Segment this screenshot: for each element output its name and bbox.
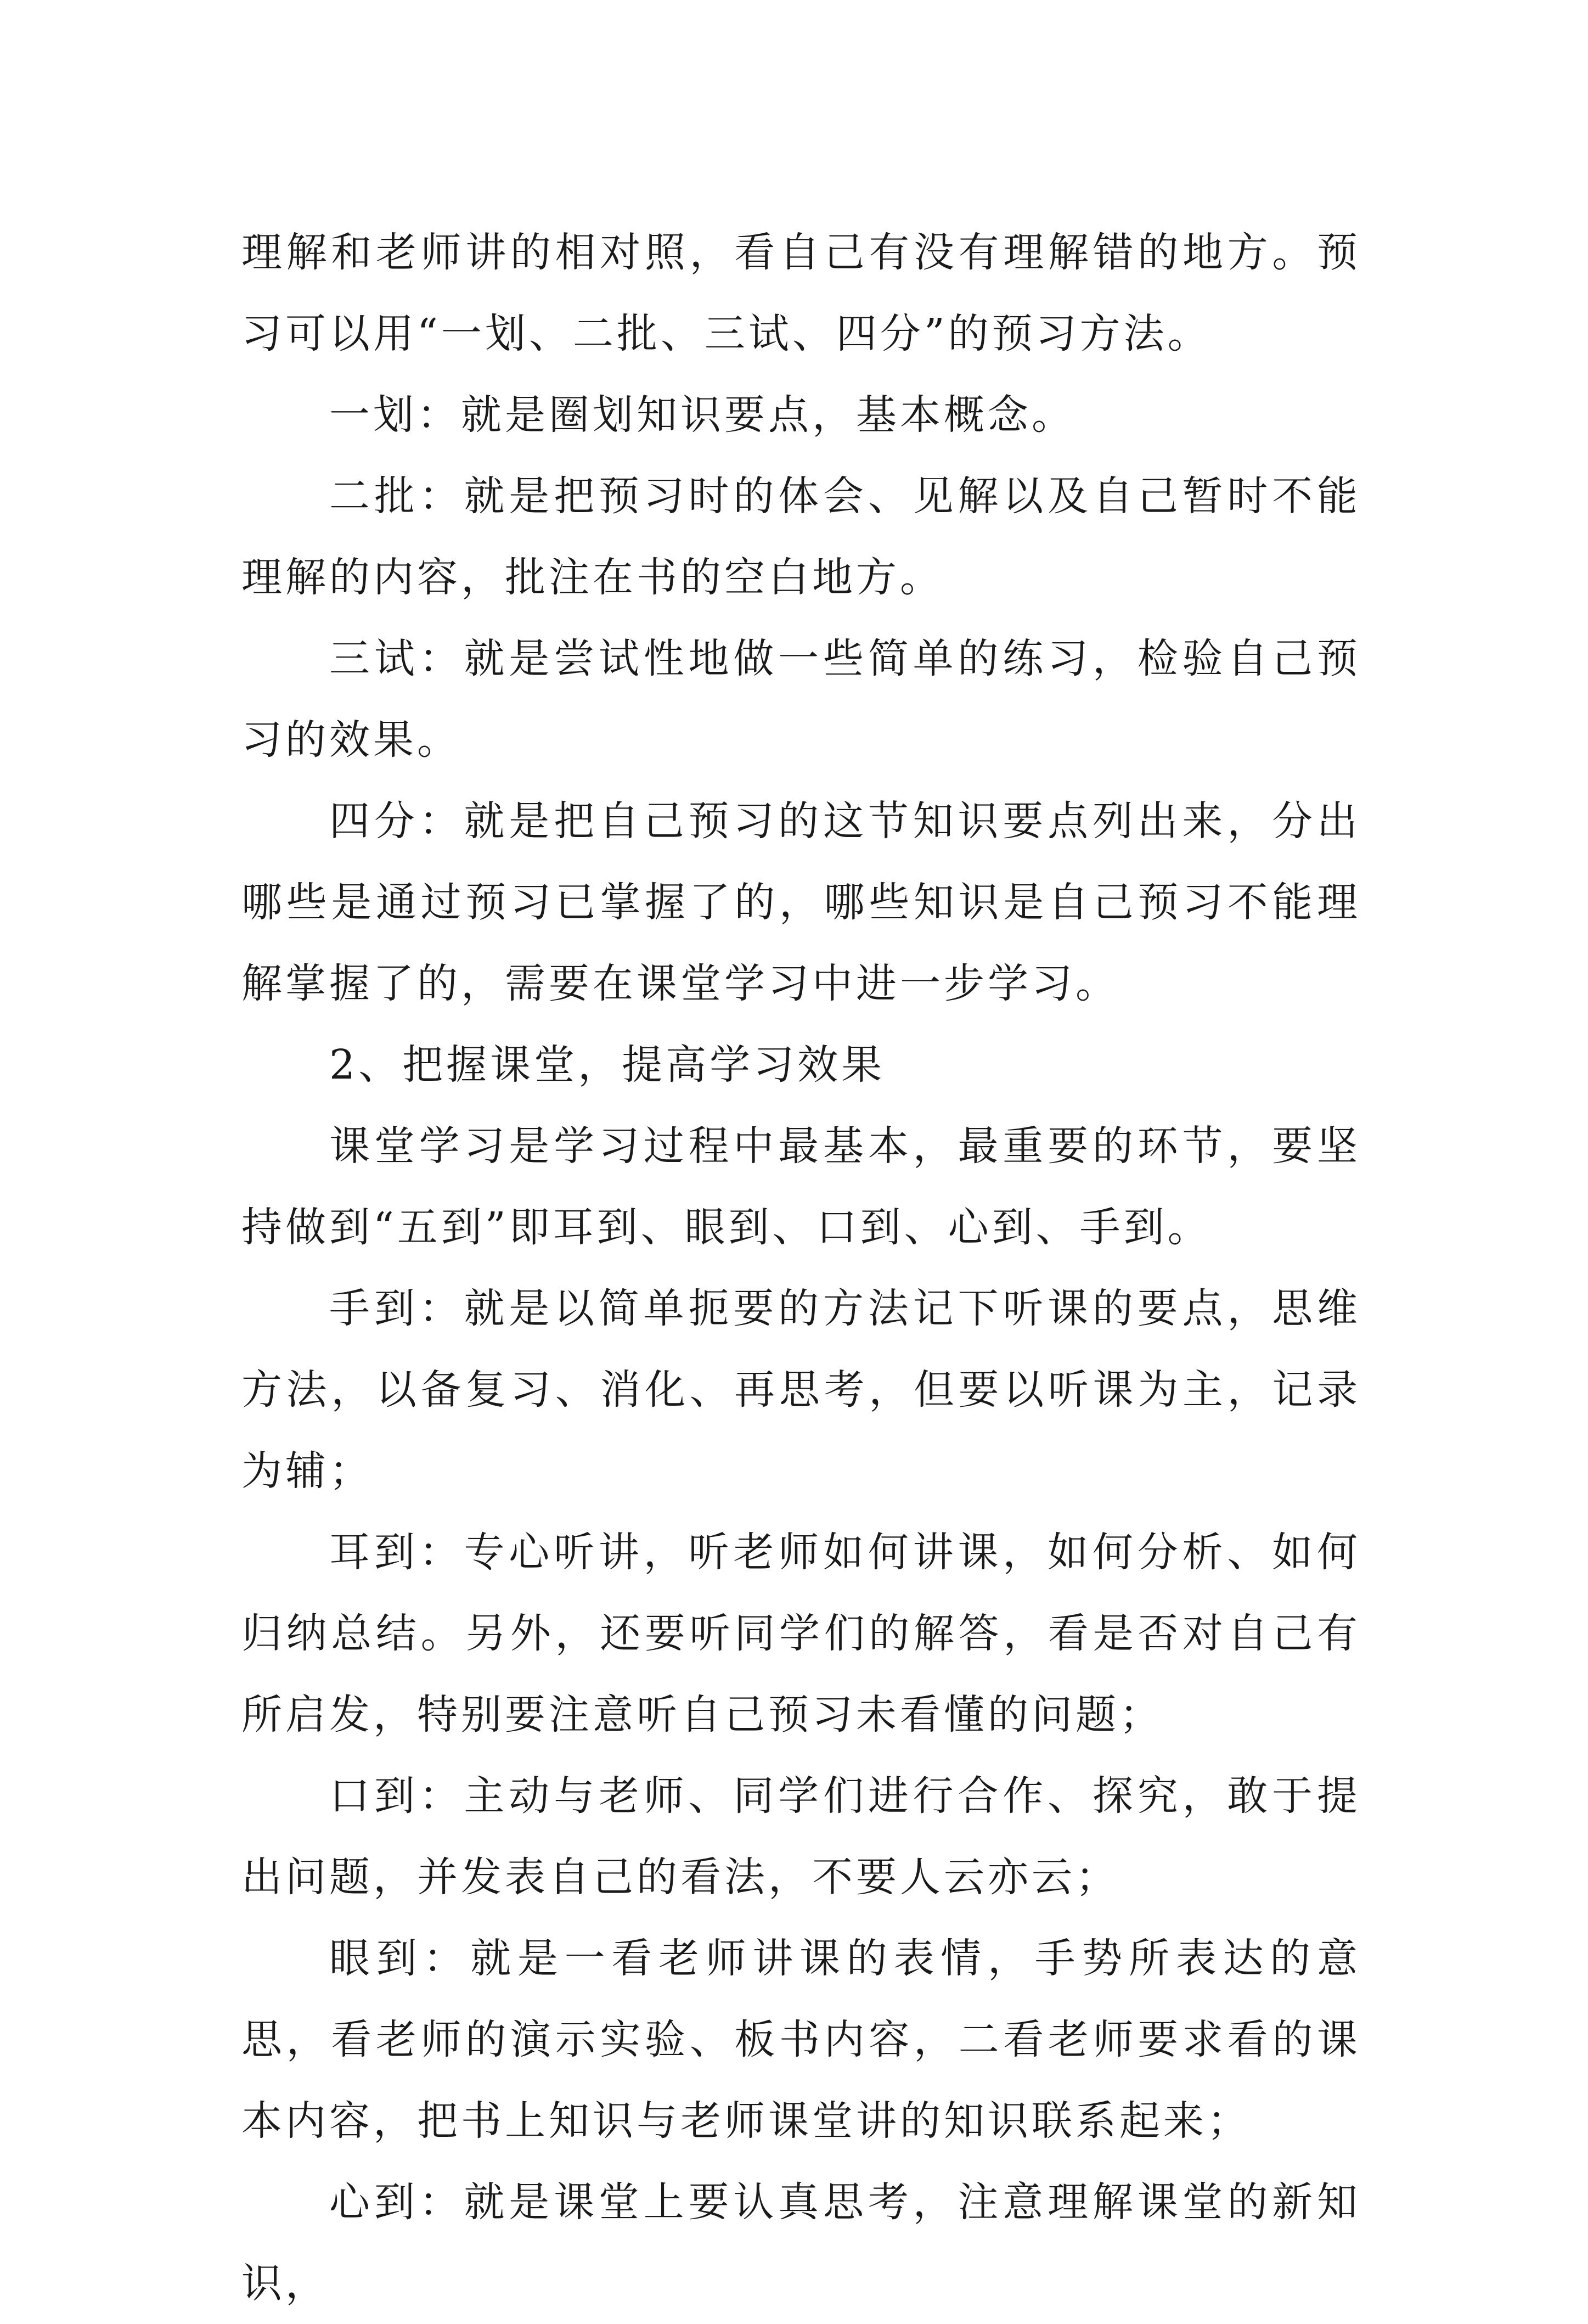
paragraph-heart: 心到：就是课堂上要认真思考，注意理解课堂的新知识，	[241, 2179, 1361, 2307]
section-heading-classroom: 2、把握课堂，提高学习效果	[329, 1041, 886, 1088]
document-body	[241, 212, 1361, 2324]
paragraph-yi-hua: 一划：就是圈划知识要点，基本概念。	[329, 391, 1075, 439]
paragraph-san-shi: 三试：就是尝试性地做一些简单的练习，检验自己预习的效果。	[241, 635, 1361, 764]
paragraph-mouth: 口到：主动与老师、同学们进行合作、探究，敢于提出问题，并发表自己的看法，不要人云亦云；	[241, 1772, 1361, 1901]
paragraph-preview-method: 理解和老师讲的相对照，看自己有没有理解错的地方。预习可以用“一划、二批、三试、四分”的预习方法。	[241, 229, 1361, 357]
paragraph-er-pi: 二批：就是把预习时的体会、见解以及自己暂时不能理解的内容，批注在书的空白地方。	[241, 473, 1361, 601]
paragraph-five-arrivals: 课堂学习是学习过程中最基本，最重要的环节，要坚持做到“五到”即耳到、眼到、口到、心到、手到。	[241, 1122, 1361, 1251]
paragraph-ear: 耳到：专心听讲，听老师如何讲课，如何分析、如何归纳总结。另外，还要听同学们的解答，看是否对自己有所启发，特别要注意听自己预习未看懂的问题；	[241, 1529, 1361, 1738]
paragraph-hand: 手到：就是以简单扼要的方法记下听课的要点，思维方法，以备复习、消化、再思考，但要以听课为主，记录为辅；	[241, 1285, 1361, 1495]
paragraph-si-fen: 四分：就是把自己预习的这节知识要点列出来，分出哪些是通过预习已掌握了的，哪些知识是自己预习不能理解掌握了的，需要在课堂学习中进一步学习。	[241, 798, 1361, 1007]
paragraph-eye: 眼到：就是一看老师讲课的表情，手势所表达的意思，看老师的演示实验、板书内容，二看老师要求看的课本内容，把书上知识与老师课堂讲的知识联系起来；	[241, 1935, 1361, 2145]
